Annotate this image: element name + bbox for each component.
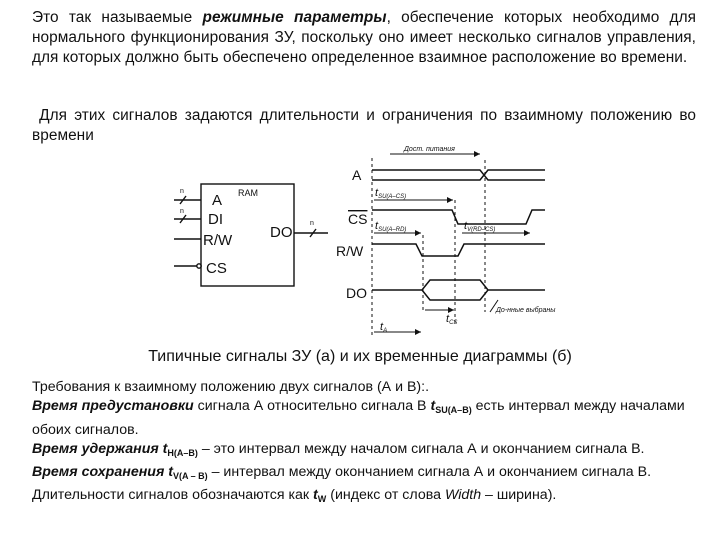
signal-rw-wave [372, 244, 545, 256]
retain-time-definition [32, 463, 704, 486]
chip-name: RAM [238, 188, 258, 198]
width-text1: Длительности сигналов обозначаются как [32, 487, 314, 504]
width-symbol: t [313, 487, 318, 504]
t-su-a-cs: t [375, 187, 379, 199]
bus-label-do: n [310, 220, 314, 227]
label-signal-rw: R/W [336, 243, 364, 259]
width-text2: (индекс от слова [326, 487, 445, 504]
setup-text1: сигнала А относительно сигнала В [193, 398, 431, 415]
pin-di-label: DI [208, 211, 223, 228]
bus-label-di: n [180, 208, 184, 215]
pin-cs-label: CS [206, 260, 227, 277]
svg-text:tSU(A–RD) [375, 220, 406, 233]
label-signal-cs: CS [348, 211, 368, 227]
signal-cs-wave [372, 210, 545, 224]
setup-symbol: t [430, 398, 436, 415]
width-definition [32, 486, 704, 509]
pin-a-label: A [212, 192, 223, 209]
width-text3: – ширина). [481, 487, 557, 504]
hold-symbol: t [158, 440, 168, 457]
hold-time-definition [32, 440, 704, 463]
t-addr-label: Дост. питания [404, 146, 455, 153]
bus-label-a: n [180, 188, 184, 195]
width-word: Width [444, 487, 482, 504]
retain-text: – интервал между окончанием сигнала А и окончанием сигнала В. [207, 464, 652, 481]
svg-text:tSU(A–CS) [375, 187, 406, 200]
requirements-intro: Требования к взаимному положению двух сигналов (А и В):. [32, 379, 430, 395]
timing-diagram [330, 140, 560, 346]
retain-term: Время сохранения [32, 464, 165, 481]
intro-emphasis: режимные параметры [202, 9, 387, 26]
label-signal-do: DO [346, 285, 367, 301]
t-su-a-cs-sub: SU(A–CS) [378, 194, 407, 200]
requirements-block [32, 378, 704, 510]
signal-a-wave [372, 170, 545, 180]
retain-subscript: V(A – B) [172, 471, 208, 482]
setup-subscript: SU(A–B) [435, 405, 472, 416]
ram-block-diagram [160, 174, 330, 292]
svg-text:tV(RD–CS) [464, 220, 495, 233]
hold-text: – это интервал между началом сигнала А и окончанием сигнала В. [197, 440, 645, 457]
t-cs-sub: CS [449, 320, 458, 326]
retain-symbol: t [164, 464, 173, 481]
hold-subscript: H(A–B) [167, 447, 198, 458]
durations-text: Для этих сигналов задаются длительности и ограничения по взаимному положению во времени [32, 107, 697, 144]
svg-text:tCS [446, 313, 457, 326]
setup-time-definition [32, 397, 704, 440]
width-subscript: W [317, 494, 327, 505]
pin-rw-label: R/W [203, 232, 233, 249]
t-su-a-rd-sub: SU(A–RD) [378, 227, 407, 233]
hold-term: Время удержания [32, 440, 159, 457]
svg-text:tA [380, 321, 387, 334]
intro-part2: , обеспечение которых необходимо для нормального функционирования ЗУ, поскольку оно имеет несколько сигналов управления, для которых должно быть обеспечено определенное взаимное расположение во времени. [32, 9, 696, 66]
setup-term: Время предустановки [32, 398, 194, 415]
intro-paragraph [32, 8, 696, 68]
label-signal-a: A [352, 167, 362, 183]
t-cs: t [446, 313, 450, 325]
t-su-a-rd: t [375, 220, 379, 232]
setup-text2: есть интервал между началами обоих сигналов. [32, 398, 685, 438]
t-a: t [380, 321, 384, 333]
intro-part1: Это так называемые [32, 9, 203, 26]
data-valid-note: До-нные выбраны [496, 307, 556, 314]
figure-caption: Типичные сигналы ЗУ (а) и их временные диаграммы (б) [148, 348, 572, 365]
t-v-rd-cs: t [464, 220, 468, 232]
pin-do-label: DO [270, 224, 293, 241]
t-a-sub: A [383, 328, 388, 334]
signal-do-wave [372, 280, 545, 300]
t-v-rd-cs-sub: V(RD–CS) [467, 227, 496, 233]
